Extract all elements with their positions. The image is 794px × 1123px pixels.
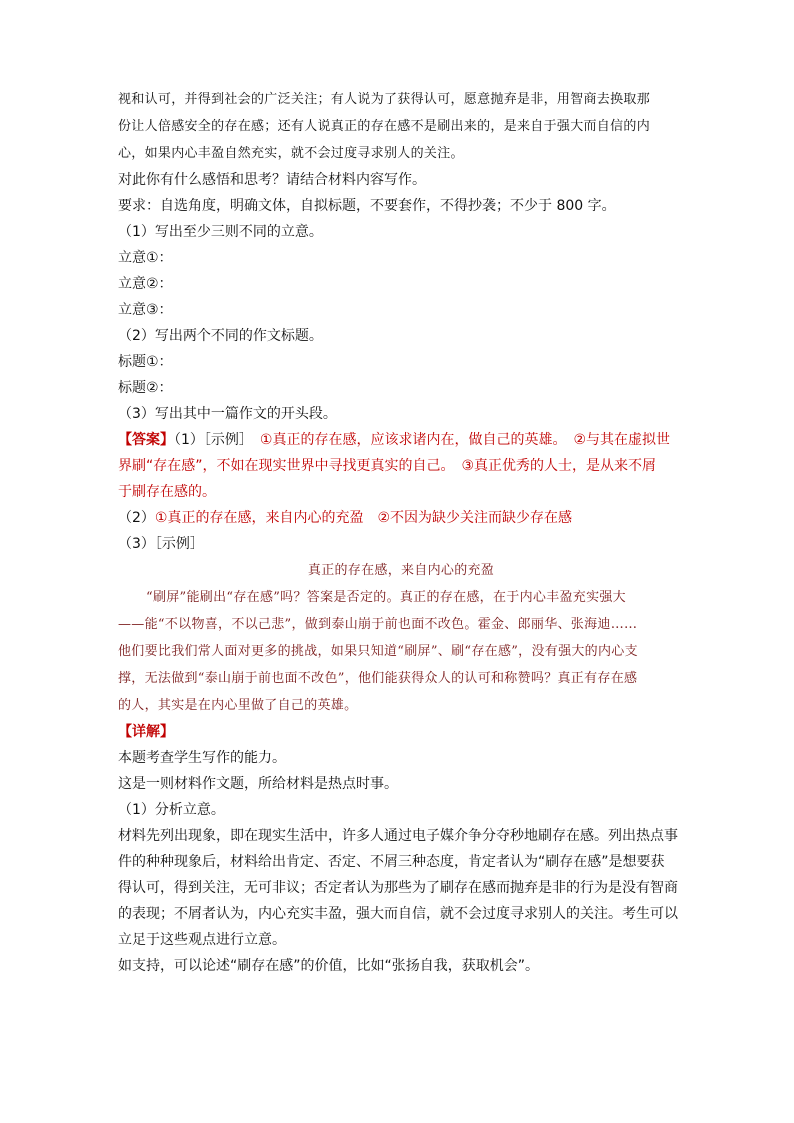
detail-tag: 【详解】: [118, 724, 174, 740]
idea-1-label: 立意①：: [118, 250, 173, 266]
detail-line: 得认可，得到关注，无可非议；否定者认为那些为了刷存在感而抛弃是非的行为是没有智商: [118, 880, 678, 896]
answer-line-3: 于刷存在感的。: [118, 484, 216, 500]
essay-line: “刷屏”能刷出“存在感”吗？答案是否定的。真正的存在感，在于内心丰盈充实强大: [146, 590, 626, 605]
task-3: （3）写出其中一篇作文的开头段。: [118, 406, 337, 422]
detail-line: 如支持，可以论述“刷存在感”的价值，比如“张扬自我，获取机会”。: [118, 958, 540, 974]
document-page: [118, 86, 684, 979]
answer-line-1: [118, 427, 684, 453]
answer-text: ①真正的存在感，来自内心的充盈 ②不因为缺少关注而缺少存在感: [154, 510, 573, 526]
essay-title: 真正的存在感，来自内心的充盈: [307, 563, 495, 578]
answer-prefix: （2）: [118, 510, 155, 526]
essay-line: 他们要比我们常人面对更多的挑战，如果只知道“刷屏”、刷“存在感”，没有强大的内心支: [118, 644, 638, 659]
material-line: 心，如果内心丰盈自然充实，就不会过度寻求别人的关注。: [118, 146, 464, 161]
detail-line: 的表现；不屑者认为，内心充实丰盈，强大而自信，就不会过度寻求别人的关注。考生可以: [118, 906, 678, 922]
answer-line-5: （3）［示例］: [118, 536, 204, 552]
answer-tag: 【答案】: [118, 432, 174, 448]
answer-section: [118, 427, 684, 719]
material-line: 份让人倍感安全的存在感；还有人说真正的存在感不是刷出来的，是来自于强大而自信的内: [118, 119, 651, 134]
prompt-line: 对此你有什么感悟和思考？请结合材料内容写作。: [118, 172, 426, 188]
material-line: 视和认可，并得到社会的广泛关注；有人说为了获得认可，愿意抛弃是非，用智商去换取那: [118, 92, 651, 107]
answer-prefix: （1）［示例］: [174, 432, 260, 448]
answer-text: ①真正的存在感，应该求诸内在，做自己的英雄。 ②与其在虚拟世: [259, 432, 671, 448]
essay-line: 撑，无法做到“泰山崩于前也面不改色”，他们能获得众人的认可和称赞吗？真正有存在感: [118, 671, 638, 686]
title-2-label: 标题②：: [118, 380, 173, 396]
detail-line: 件的种种现象后，材料给出肯定、否定、不屑三种态度，肯定者认为“刷存在感”是想要获: [118, 854, 665, 870]
answer-line-2: 界刷“存在感”，不如在现实世界中寻找更真实的自己。 ③真正优秀的人士，是从来不屑: [118, 458, 657, 474]
detail-line: 立足于这些观点进行立意。: [118, 932, 286, 948]
title-1-label: 标题①：: [118, 354, 173, 370]
detail-line: 材料先列出现象，即在现实生活中，许多人通过电子媒介争分夺秒地刷存在感。列出热点事: [118, 828, 678, 844]
detail-line: 这是一则材料作文题，所给材料是热点时事。: [118, 776, 398, 792]
task-1: （1）写出至少三则不同的立意。: [118, 224, 323, 240]
answer-line-4: [118, 505, 684, 531]
detail-line: 本题考查学生写作的能力。: [118, 750, 286, 766]
idea-3-label: 立意③：: [118, 302, 173, 318]
idea-2-label: 立意②：: [118, 276, 173, 292]
task-2: （2）写出两个不同的作文标题。: [118, 328, 323, 344]
essay-line: 的人，其实是在内心里做了自己的英雄。: [118, 698, 358, 713]
detail-line: （1）分析立意。: [118, 802, 225, 818]
requirement-line: 要求：自选角度，明确文体，自拟标题，不要套作，不得抄袭；不少于 800 字。: [118, 198, 616, 214]
detail-section: [118, 719, 684, 979]
essay-line: ——能“不以物喜，不以己悲”，做到泰山崩于前也面不改色。霍金、郎丽华、张海迪……: [118, 617, 638, 632]
material-block: [118, 86, 684, 167]
